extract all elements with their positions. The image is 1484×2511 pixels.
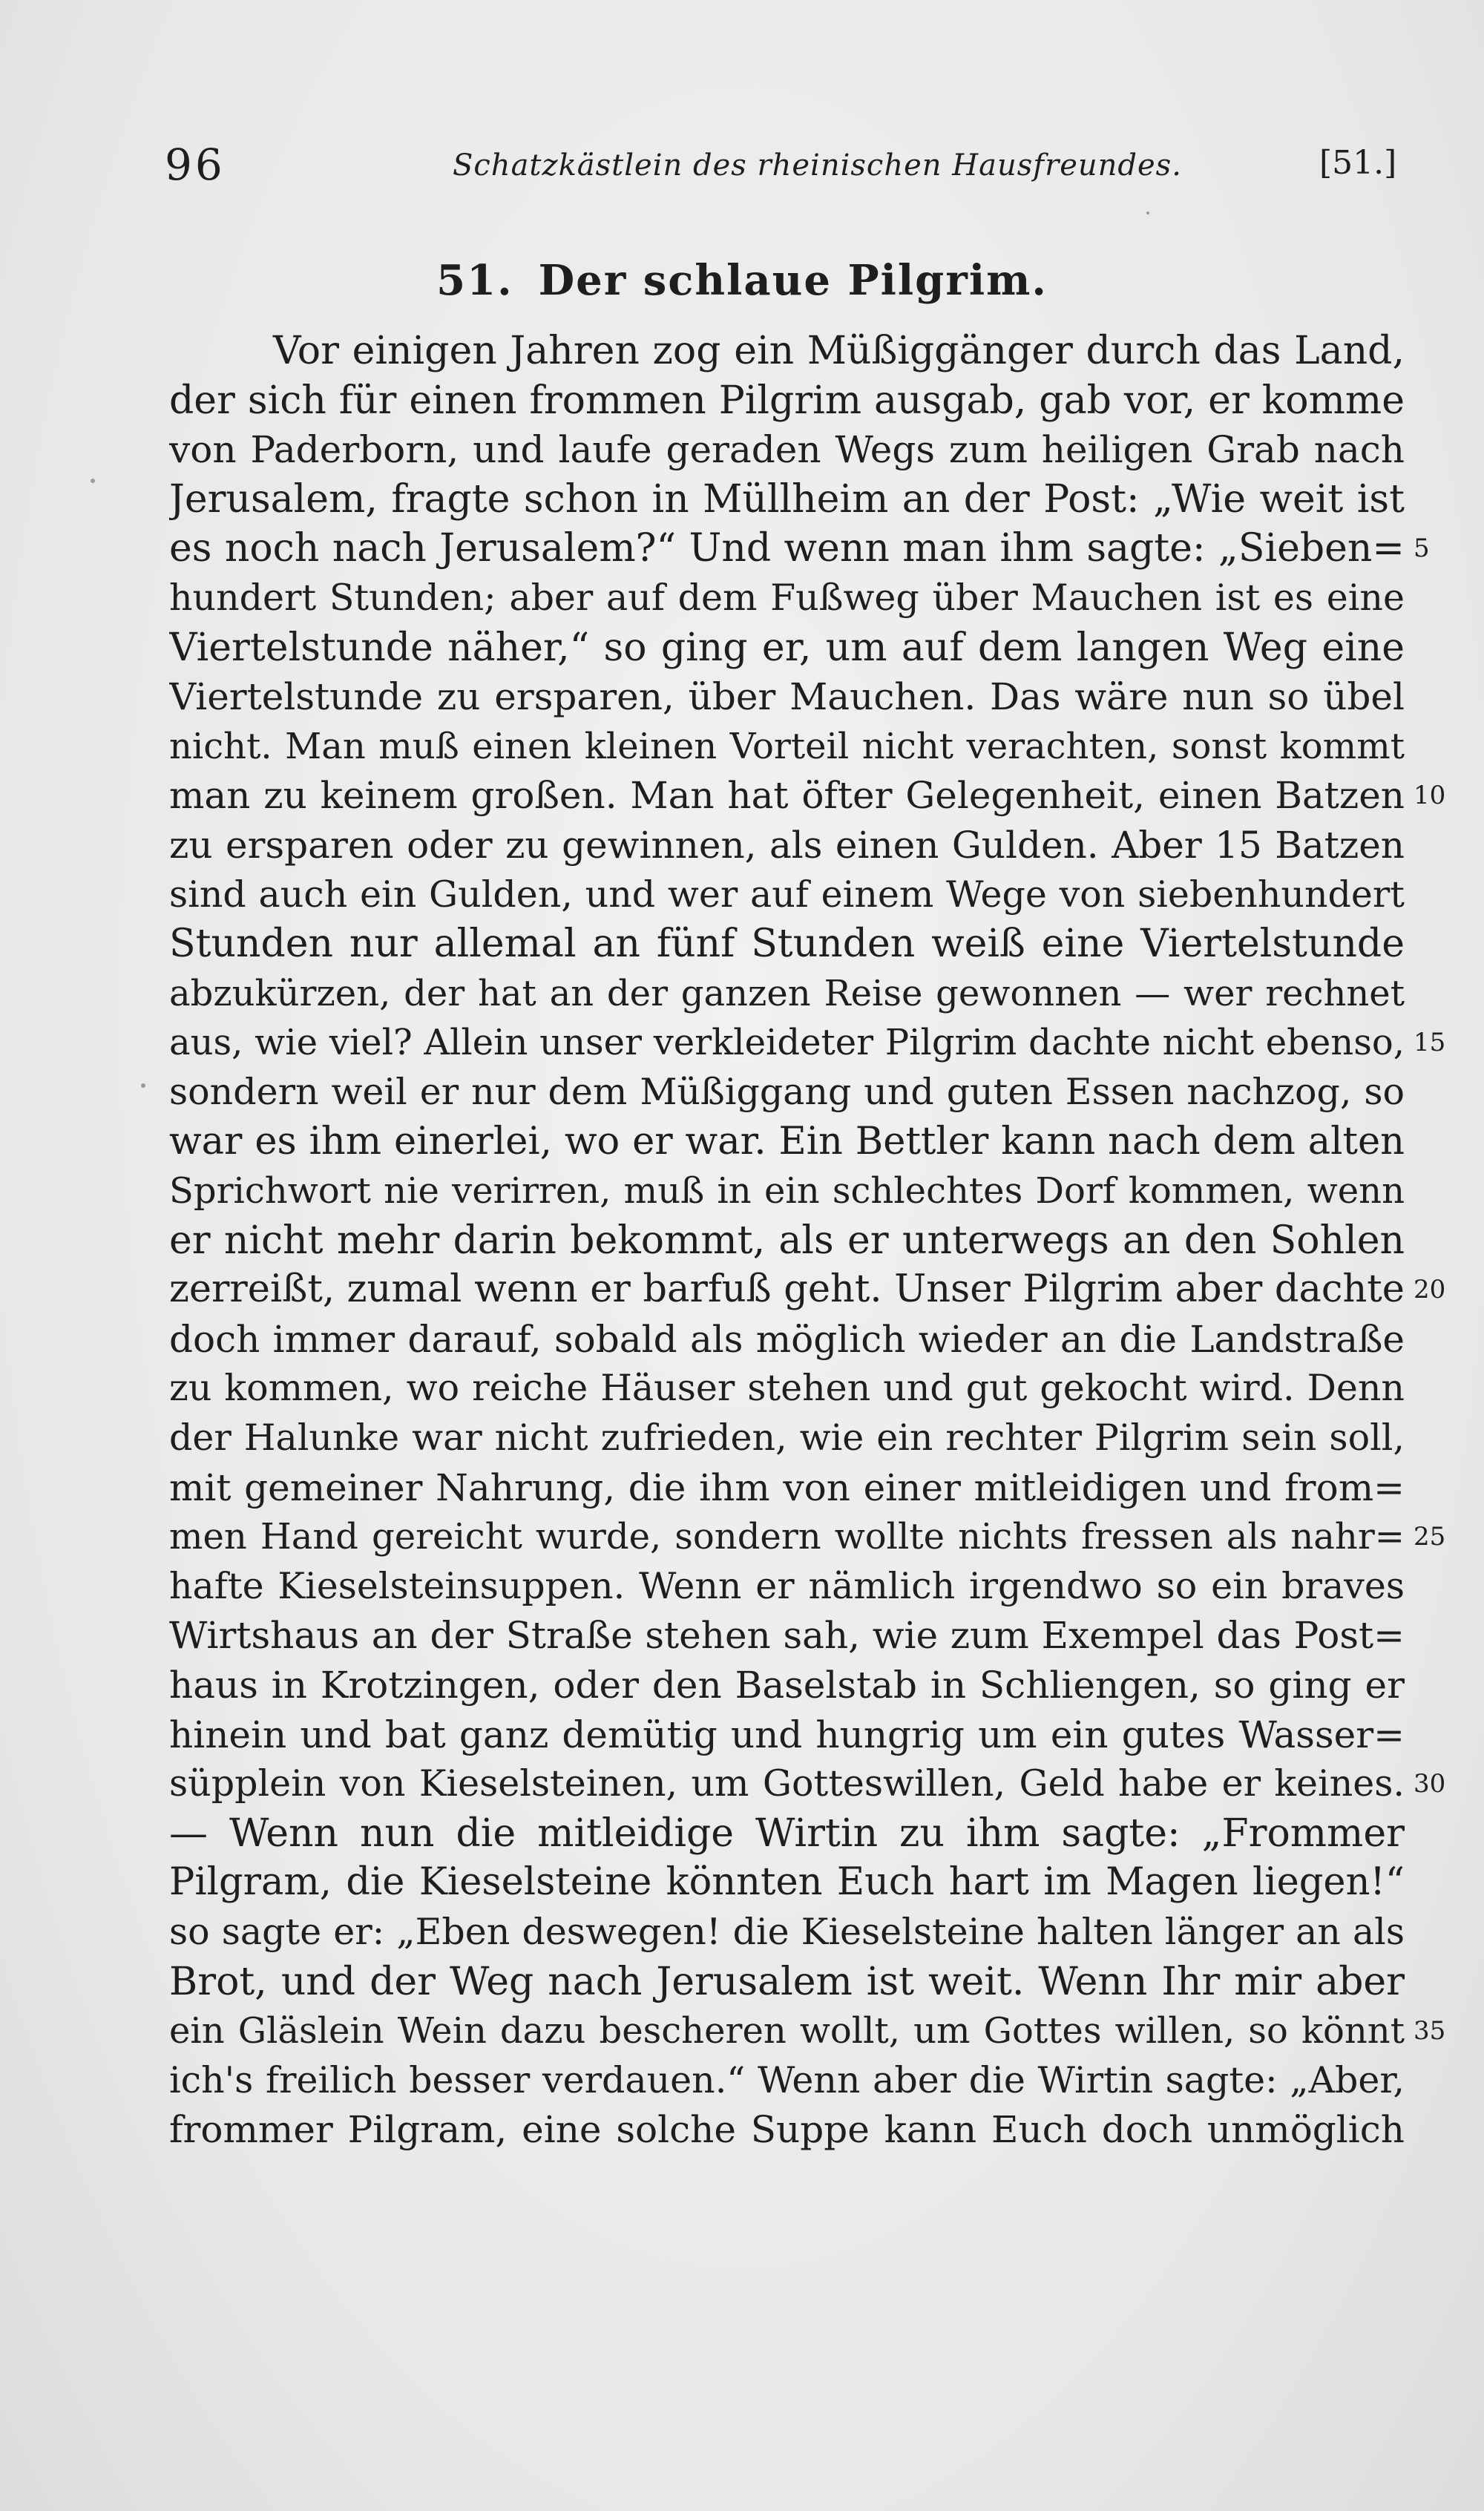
text-line: Vor einigen Jahren zog ein Müßiggänger durch das Land, — [273, 329, 1405, 373]
text-line: sondern weil er nur dem Müßiggang und guten Essen nachzog, so — [169, 1070, 1405, 1113]
text-line: Viertelstunde zu ersparen, über Mauchen. Das wäre nun so übel — [169, 675, 1405, 719]
story-title: Der schlaue Pilgrim. — [538, 256, 1048, 305]
margin-line-number: 35 — [1414, 2016, 1446, 2046]
text-line: Viertelstunde näher,“ so ging er, um auf dem langen Weg eine — [169, 625, 1405, 670]
margin-line-number: 20 — [1414, 1275, 1446, 1305]
story-number: 51. — [436, 256, 513, 305]
text-line: süpplein von Kieselsteinen, um Gotteswillen, Geld habe er keines. — [169, 1762, 1405, 1805]
text-line: der sich für einen frommen Pilgrim ausgab, gab vor, er komme — [169, 378, 1405, 423]
running-title: Schatzkästlein des rheinischen Hausfreundes. — [453, 148, 1182, 183]
text-line: hinein und bat ganz demütig und hungrig um ein gutes Wasser= — [169, 1713, 1405, 1756]
text-line: Pilgram, die Kieselsteine könnten Euch hart im Magen liegen!“ — [169, 1860, 1405, 1905]
text-line: mit gemeiner Nahrung, die ihm von einer mitleidigen und from= — [169, 1465, 1405, 1509]
text-line: Stunden nur allemal an fünf Stunden weiß eine Viertelstunde — [169, 922, 1405, 967]
section-reference: [51.] — [1319, 144, 1397, 182]
text-line: ich's freilich besser verdauen.“ Wenn aber die Wirtin sagte: „Aber, — [169, 2058, 1405, 2101]
margin-line-number: 15 — [1414, 1028, 1446, 1058]
text-line: war es ihm einerlei, wo er war. Ein Bettler kann nach dem alten — [169, 1119, 1405, 1163]
text-line: von Paderborn, und laufe geraden Wegs zum heiligen Grab nach — [169, 428, 1405, 472]
text-line: so sagte er: „Eben deswegen! die Kieselsteine halten länger an als — [169, 1911, 1405, 1953]
margin-line-number: 5 — [1414, 534, 1430, 564]
text-line: Sprichwort nie verirren, muß in ein schlechtes Dorf kommen, wenn — [169, 1170, 1405, 1212]
text-line: abzukürzen, der hat an der ganzen Reise gewonnen — wer rechnet — [169, 972, 1405, 1014]
text-line: ein Gläslein Wein dazu bescheren wollt, um Gottes willen, so könnt — [169, 2010, 1405, 2052]
text-line: haus in Krotzingen, oder den Baselstab in Schliengen, so ging er — [169, 1664, 1405, 1707]
margin-line-number: 25 — [1414, 1522, 1446, 1552]
page-number: 96 — [165, 140, 226, 190]
text-line: Wirtshaus an der Straße stehen sah, wie zum Exempel das Post= — [169, 1614, 1405, 1658]
paper-speck — [91, 479, 95, 483]
text-line: zu kommen, wo reiche Häuser stehen und gut gekocht wird. Denn — [169, 1367, 1405, 1410]
text-line: hundert Stunden; aber auf dem Fußweg über Mauchen ist es eine — [169, 576, 1405, 619]
text-line: — Wenn nun die mitleidige Wirtin zu ihm sagte: „Frommer — [169, 1811, 1405, 1856]
text-line: der Halunke war nicht zufrieden, wie ein rechter Pilgrim sein soll, — [169, 1417, 1405, 1460]
text-line: er nicht mehr darin bekommt, als er unterwegs an den Sohlen — [169, 1218, 1405, 1263]
body-text — [169, 326, 1405, 2155]
text-line: zu ersparen oder zu gewinnen, als einen Gulden. Aber 15 Batzen — [169, 823, 1405, 867]
running-head — [0, 140, 1484, 191]
text-line: es noch nach Jerusalem?“ Und wenn man ihm sagte: „Sieben= — [169, 526, 1405, 571]
text-line: aus, wie viel? Allein unser verkleideter Pilgrim dachte nicht ebenso, — [169, 1022, 1405, 1064]
margin-line-number: 10 — [1414, 781, 1446, 811]
story-heading — [0, 256, 1484, 305]
text-line: men Hand gereicht wurde, sondern wollte nichts fressen als nahr= — [169, 1516, 1405, 1558]
text-line: hafte Kieselsteinsuppen. Wenn er nämlich irgendwo so ein braves — [169, 1564, 1405, 1607]
text-line: Brot, und der Weg nach Jerusalem ist weit. Wenn Ihr mir aber — [169, 1959, 1405, 2004]
text-line: Jerusalem, fragte schon in Müllheim an der Post: „Wie weit ist — [169, 476, 1405, 522]
text-line: sind auch ein Gulden, und wer auf einem Wege von siebenhundert — [169, 873, 1405, 916]
text-line: zerreißt, zumal wenn er barfuß geht. Unser Pilgrim aber dachte — [169, 1267, 1405, 1312]
text-line: doch immer darauf, sobald als möglich wieder an die Landstraße — [169, 1317, 1405, 1361]
margin-line-number: 30 — [1414, 1769, 1446, 1799]
paper-speck — [1146, 211, 1149, 214]
paper-speck — [141, 1083, 145, 1088]
text-line: man zu keinem großen. Man hat öfter Gelegenheit, einen Batzen — [169, 774, 1405, 818]
text-line: frommer Pilgram, eine solche Suppe kann Euch doch unmöglich — [169, 2108, 1405, 2152]
text-line: nicht. Man muß einen kleinen Vorteil nicht verachten, sonst kommt — [169, 725, 1405, 767]
